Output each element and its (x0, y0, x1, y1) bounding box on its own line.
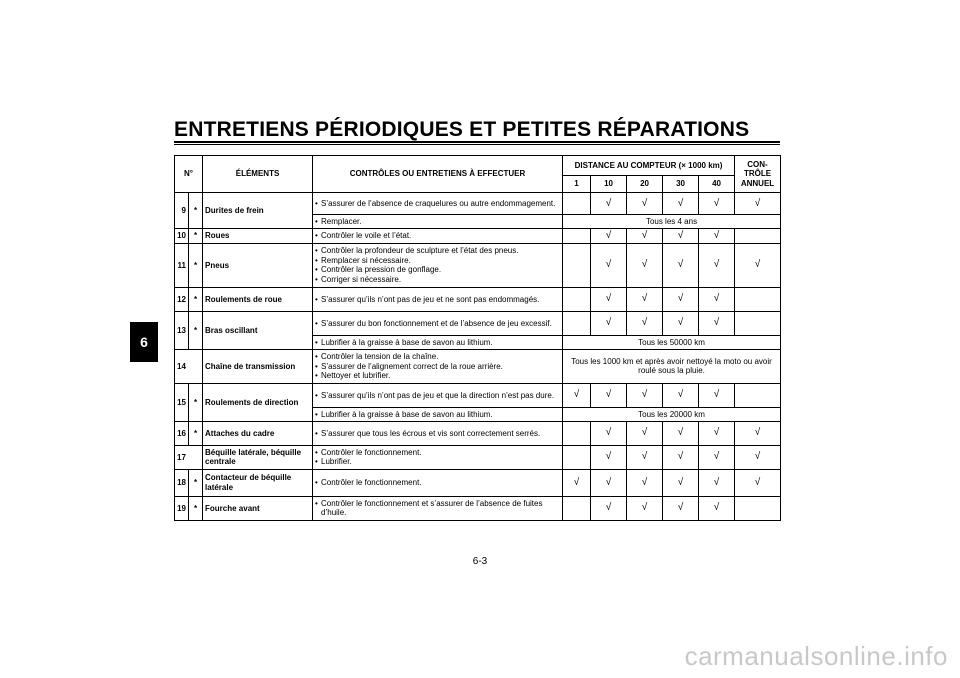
check-mark: √ (591, 421, 627, 445)
item-checks (313, 421, 563, 445)
check-mark: √ (699, 243, 735, 287)
check-text: • Contrôler la pression de gonflage. (315, 265, 560, 274)
item-element: Attaches du cadre (203, 421, 313, 445)
item-element: Fourche avant (203, 496, 313, 520)
item-number: 12 (175, 287, 189, 311)
table-row (175, 193, 781, 215)
table-row (175, 243, 781, 287)
item-number: 9 (175, 193, 189, 229)
check-mark: √ (627, 243, 663, 287)
item-checks (313, 349, 563, 383)
interval-text: Tous les 4 ans (563, 215, 781, 229)
empty-cell (563, 421, 591, 445)
item-number: 10 (175, 229, 189, 244)
item-number: 13 (175, 311, 189, 349)
maintenance-table (174, 155, 781, 521)
item-element: Contacteur de béquille latérale (203, 469, 313, 496)
header-km-40: 40 (699, 176, 735, 193)
check-mark: √ (663, 243, 699, 287)
title-rule-thin (174, 144, 780, 145)
item-number: 11 (175, 243, 189, 287)
check-mark: √ (699, 383, 735, 407)
header-km-20: 20 (627, 176, 663, 193)
item-element: Bras oscillant (203, 311, 313, 349)
check-mark: √ (591, 496, 627, 520)
check-mark: √ (699, 421, 735, 445)
check-mark: √ (663, 193, 699, 215)
check-mark: √ (563, 469, 591, 496)
check-mark: √ (663, 496, 699, 520)
header-km-1: 1 (563, 176, 591, 193)
check-text: • S’assurer que tous les écrous et vis sont correctement serrés. (315, 429, 560, 438)
empty-cell (563, 496, 591, 520)
check-mark: √ (627, 469, 663, 496)
check-mark: √ (627, 229, 663, 244)
item-element: Pneus (203, 243, 313, 287)
table-row (175, 311, 781, 335)
check-mark: √ (699, 445, 735, 469)
table-row (175, 469, 781, 496)
check-text: • Contrôler la tension de la chaîne. (315, 352, 560, 361)
check-mark: √ (699, 229, 735, 244)
check-text: • Remplacer. (315, 217, 560, 226)
item-asterisk: * (189, 243, 203, 287)
check-mark: √ (699, 496, 735, 520)
check-text: • Lubrifier à la graisse à base de savon au lithium. (315, 410, 560, 419)
empty-cell (563, 229, 591, 244)
item-asterisk: * (189, 193, 203, 229)
check-text: • S’assurer de l’absence de craquelures ou autre endommagement. (315, 199, 560, 208)
item-number: 16 (175, 421, 189, 445)
check-text: • Contrôler le voile et l’état. (315, 231, 560, 240)
item-checks (313, 335, 563, 349)
item-number: 15 (175, 383, 189, 421)
table-header-row (175, 156, 781, 176)
interval-text: Tous les 20000 km (563, 407, 781, 421)
interval-text: Tous les 50000 km (563, 335, 781, 349)
check-mark: √ (563, 383, 591, 407)
table-row (175, 229, 781, 244)
check-mark: √ (591, 193, 627, 215)
check-mark: √ (663, 287, 699, 311)
item-asterisk: * (189, 421, 203, 445)
check-mark: √ (591, 287, 627, 311)
check-mark: √ (591, 383, 627, 407)
empty-cell (563, 311, 591, 335)
check-mark: √ (699, 469, 735, 496)
check-mark: √ (663, 445, 699, 469)
item-asterisk: * (189, 383, 203, 421)
item-number: 19 (175, 496, 189, 520)
item-asterisk: * (189, 311, 203, 349)
header-km-30: 30 (663, 176, 699, 193)
item-element: Roulements de direction (203, 383, 313, 421)
check-text: • Corriger si nécessaire. (315, 275, 560, 284)
item-asterisk: * (189, 287, 203, 311)
check-mark: √ (627, 445, 663, 469)
title-rule (174, 141, 780, 143)
item-checks (313, 215, 563, 229)
check-text: • Contrôler le fonctionnement. (315, 478, 560, 487)
check-mark: √ (627, 311, 663, 335)
check-mark: √ (699, 287, 735, 311)
chapter-tab: 6 (130, 322, 158, 362)
item-element: Durites de frein (203, 193, 313, 229)
check-mark: √ (591, 469, 627, 496)
check-text: • Nettoyer et lubrifier. (315, 371, 560, 380)
check-mark: √ (591, 445, 627, 469)
page-number: 6-3 (472, 556, 488, 567)
header-km-10: 10 (591, 176, 627, 193)
check-mark: √ (627, 383, 663, 407)
page-title: ENTRETIENS PÉRIODIQUES ET PETITES RÉPARATIONS (174, 118, 750, 141)
check-mark: √ (699, 311, 735, 335)
check-mark: √ (591, 311, 627, 335)
table-row (175, 496, 781, 520)
header-distance: DISTANCE AU COMPTEUR (× 1000 km) (563, 156, 735, 176)
table-row (175, 383, 781, 407)
item-asterisk: * (189, 496, 203, 520)
item-element: Chaîne de transmission (203, 349, 313, 383)
item-checks (313, 383, 563, 407)
empty-cell (563, 445, 591, 469)
check-text: • Lubrifier à la graisse à base de savon au lithium. (315, 338, 560, 347)
item-checks (313, 229, 563, 244)
item-number: 18 (175, 469, 189, 496)
check-mark: √ (735, 243, 781, 287)
interval-text: Tous les 1000 km et après avoir nettoyé la moto ou avoir roulé sous la pluie. (563, 349, 781, 383)
empty-cell (735, 383, 781, 407)
check-text: • Contrôler le fonctionnement. (315, 448, 560, 457)
table-row (175, 421, 781, 445)
item-checks (313, 407, 563, 421)
check-text: • S’assurer du bon fonctionnement et de l’absence de jeu excessif. (315, 319, 560, 328)
empty-cell (735, 311, 781, 335)
item-checks (313, 193, 563, 215)
empty-cell (563, 287, 591, 311)
check-mark: √ (735, 193, 781, 215)
check-mark: √ (735, 445, 781, 469)
table-row (175, 287, 781, 311)
item-asterisk: * (189, 469, 203, 496)
check-text: • S’assurer qu’ils n’ont pas de jeu et ne sont pas endommagés. (315, 295, 560, 304)
check-mark: √ (735, 469, 781, 496)
empty-cell (735, 287, 781, 311)
check-text: • Contrôler le fonctionnement et s’assurer de l’absence de fuites d’huile. (315, 499, 560, 518)
check-mark: √ (663, 421, 699, 445)
item-checks (313, 311, 563, 335)
check-text: • Contrôler la profondeur de sculpture et l’état des pneus. (315, 246, 560, 255)
item-checks (313, 469, 563, 496)
item-asterisk: * (189, 229, 203, 244)
check-mark: √ (663, 469, 699, 496)
item-checks (313, 243, 563, 287)
item-checks (313, 287, 563, 311)
header-annual: CON-TRÔLE ANNUEL (735, 156, 781, 193)
check-mark: √ (627, 193, 663, 215)
empty-cell (563, 193, 591, 215)
item-checks (313, 445, 563, 469)
header-elements: ÉLÉMENTS (203, 156, 313, 193)
item-number: 17 (175, 445, 203, 469)
item-element: Béquille latérale, béquille centrale (203, 445, 313, 469)
table-row (175, 445, 781, 469)
empty-cell (563, 243, 591, 287)
check-mark: √ (699, 193, 735, 215)
header-num: N° (175, 156, 203, 193)
item-number: 14 (175, 349, 203, 383)
watermark: carmanualsonline.info (684, 641, 948, 671)
check-text: • S’assurer qu’ils n’ont pas de jeu et que la direction n’est pas dure. (315, 391, 560, 400)
check-text: • Remplacer si nécessaire. (315, 256, 560, 265)
empty-cell (735, 229, 781, 244)
header-checks: CONTRÔLES OU ENTRETIENS À EFFECTUER (313, 156, 563, 193)
item-element: Roues (203, 229, 313, 244)
check-text: • S’assurer de l’alignement correct de la roue arrière. (315, 362, 560, 371)
item-checks (313, 496, 563, 520)
empty-cell (735, 496, 781, 520)
check-mark: √ (627, 287, 663, 311)
check-text: • Lubrifier. (315, 457, 560, 466)
check-mark: √ (663, 229, 699, 244)
table-row (175, 349, 781, 383)
check-mark: √ (627, 496, 663, 520)
check-mark: √ (735, 421, 781, 445)
check-mark: √ (663, 311, 699, 335)
check-mark: √ (627, 421, 663, 445)
check-mark: √ (663, 383, 699, 407)
check-mark: √ (591, 243, 627, 287)
check-mark: √ (591, 229, 627, 244)
item-element: Roulements de roue (203, 287, 313, 311)
